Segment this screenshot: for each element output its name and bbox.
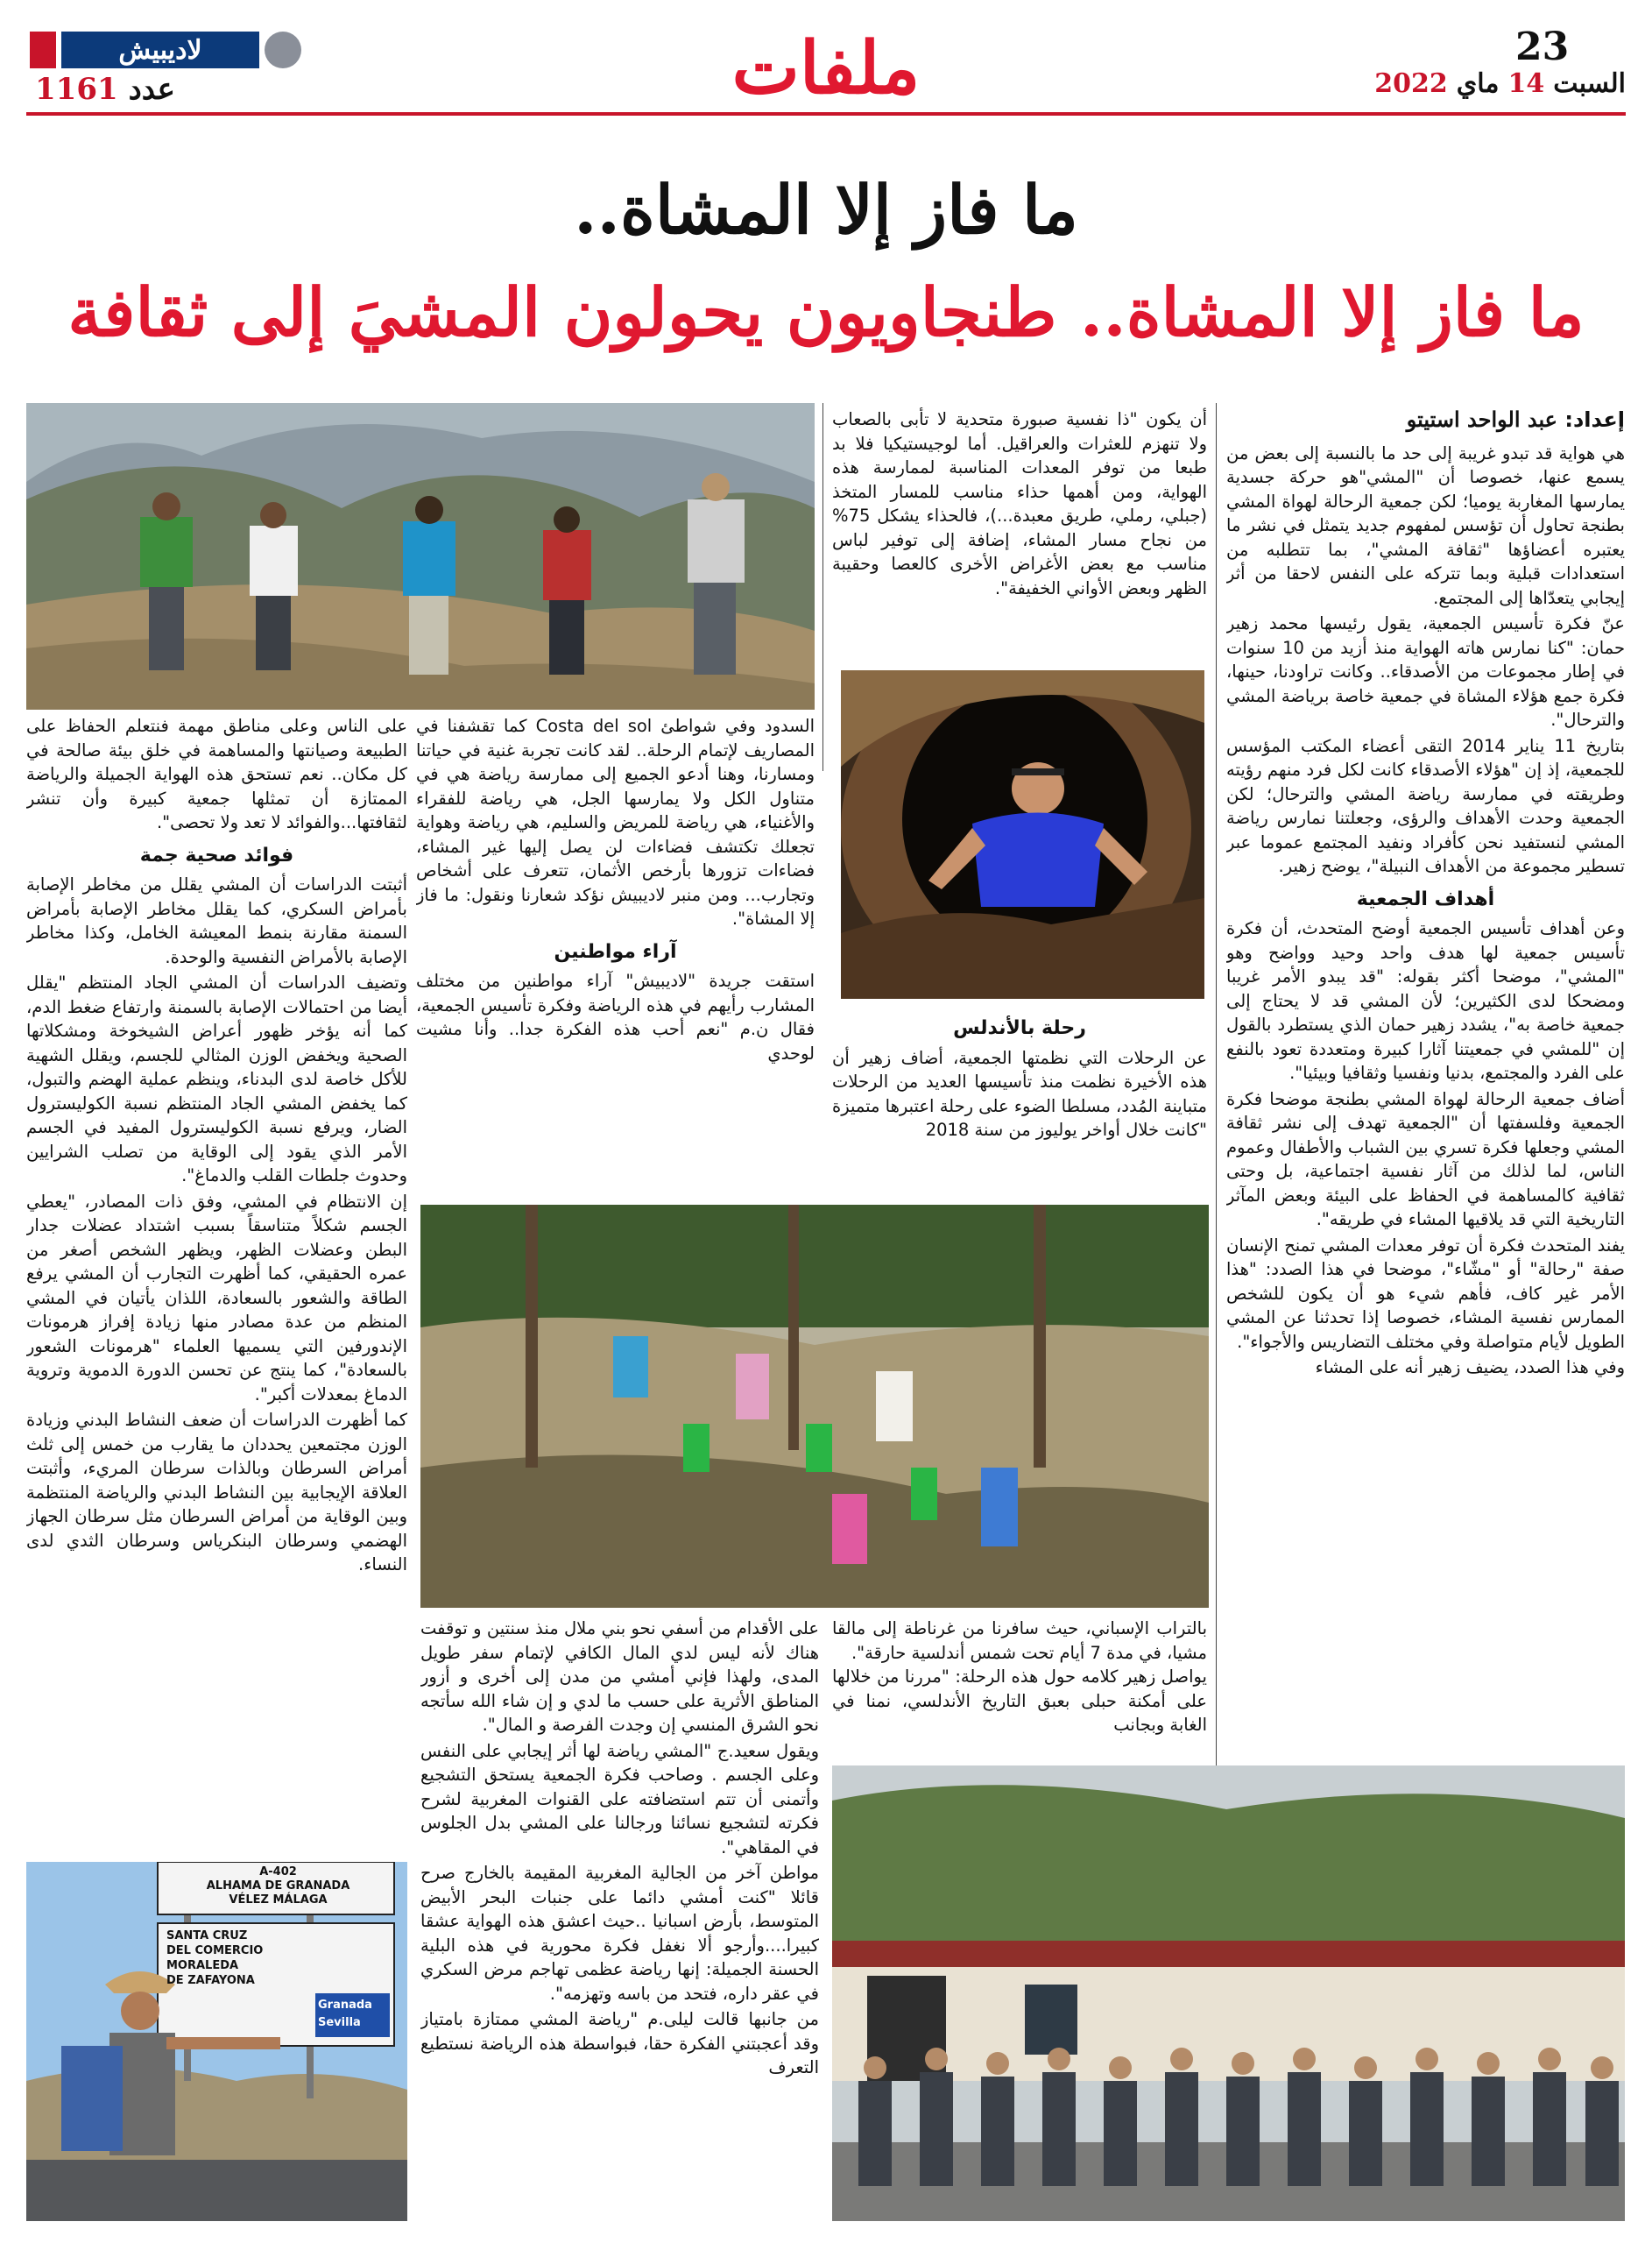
date-month: ماي bbox=[1456, 68, 1500, 99]
cave-photo bbox=[841, 670, 1204, 999]
issue-number-box bbox=[35, 72, 175, 107]
paragraph: هي هواية قد تبدو غريبة إلى حد ما بالنسبة إلى بعض من يسمع عنها، خصوصا أن "المشي"هو حركة جسدية يمارسها المغاربة يوميا؛ لكن جمعية الرحالة لهواة المشي بطنجة تحاول أن تؤسس لمفهوم جديد يتمثل في نشر ما يعتبره أعضاؤها "ثقافة المشي"، بما تتطلبه من استعدادات قبلية وبما تتركه على النفس لاحقا من أثر إيجابي يتعدّاها إلى المجتمع. bbox=[1226, 442, 1625, 608]
issue-label: عدد bbox=[128, 72, 175, 107]
newspaper-name: لاديبيش bbox=[61, 32, 259, 68]
paragraph: استقت جريدة "لاديبيش" آراء مواطنين من مختلف المشارب رأيهم في هذه الرياضة وفكرة تأسيس الجمعية، فقال ن.م "نعم أحب هذه الفكرة جدا.. وأنا مشيت لوحدي bbox=[416, 971, 815, 1064]
paragraph: على الأقدام من أسفي نحو بني ملال منذ سنتين و توقفت هناك لأنه ليس لدي المال الكافي لإتمام سفر طويل المدى، ولهذا فإني أمشي من مدن إلى أخرى و أزور المناطق الأثرية على حسب ما لدي و إن شاء الله سأتجه نحو الشرق المنسي إن وجدت الفرصة و المال". bbox=[420, 1618, 819, 1735]
article-column-4 bbox=[26, 714, 407, 1844]
article-column-1 bbox=[1226, 407, 1625, 1949]
byline bbox=[1226, 407, 1625, 433]
emblem-icon bbox=[265, 32, 301, 68]
column-rule bbox=[822, 403, 823, 771]
date-weekday: السبت bbox=[1553, 68, 1626, 99]
paragraph: بالتراب الإسباني، حيث سافرنا من غرناطة إلى مالقا مشيا، في مدة 7 أيام تحت شمس أندلسية حارقة". يواصل زهير كلامه حول هذه الرحلة: "مررنا من خلالها على أمكنة حبلى بعبق التاريخ الأندلسي، نمنا في الغابة وبجانب bbox=[832, 1618, 1207, 1735]
road-sign-top bbox=[166, 1865, 390, 1907]
paragraph: إن الانتظام في المشي، وفق ذات المصادر، "يعطي الجسم شكلاً متناسقاً بسبب اشتداد عضلات جدار البطن وعضلات الظهر، ويظهر الشخص أصغر من عمره الحقيقي، كما أظهرت التجارب أن المشي يرفع الطاقة والشعور بالسعادة، اللذان يأتيان في المشي المنظم من عدة مصادر منها زيادة إفراز هرمونات الإندورفين التي يسميها العلماء "هرمونات الشعور بالسعادة"، كما ينتج عن تحسن الدورة الدموية وتروية الدماغ بمعدلات أكبر". bbox=[26, 1191, 407, 1405]
sign-city: Granada bbox=[318, 1999, 372, 2012]
subheading: آراء مواطنين bbox=[554, 940, 677, 963]
section-title: ملفات bbox=[731, 26, 921, 110]
header-divider bbox=[26, 112, 1626, 116]
forest-cleanup-photo bbox=[420, 1205, 1209, 1608]
paragraph: وعن أهداف تأسيس الجمعية أوضح المتحدث، أن فكرة تأسيس جمعية لها هدف واحد وحيد وواضح وهو "المشي"، موضحا أكثر بقوله: "قد يبدو الأمر غريبا ومضحكا لدى الكثيرين؛ لأن المشي قد لا يحتاج إلى جمعية خاصة به"، يشدد زهير حمان الذي يستطرد بالقول إن "للمشي في جمعيتنا آثارا كبيرة ومتعددة تعود بالنفع على الفرد والمجتمع، بدنيا ونفسيا وثقافيا وبيئيا". bbox=[1226, 918, 1625, 1083]
logo-red-mark bbox=[30, 32, 56, 68]
article-column-3 bbox=[416, 714, 815, 1196]
paragraph: وتضيف الدراسات أن المشي الجاد المنتظم "يقلل أيضا من احتمالات الإصابة بالسمنة وارتفاع ضغط الدم، كما أنه يؤخر ظهور أعراض الشيخوخة ومشكلاتها الصحية ويخفض الوزن المثالي للجسم، ويقلل الشهية للأكل خاصة لدى البدناء، وينظم عملية الهضم والتبول، كما يخفض المشي الجاد المنتظم نسبة الكوليسترول الضار، ويرفع نسبة الكوليسترول المفيد في الجسم الأمر الذي يقود إلى الوقاية من تصلب الشرايين وحدوث جلطات القلب والدماغ". bbox=[26, 973, 407, 1185]
article-column-2-mid bbox=[832, 1008, 1207, 1227]
paragraph: وفي هذا الصدد، يضيف زهير أنه على المشاء bbox=[1315, 1357, 1625, 1377]
paragraph: أن يكون "ذا نفسية صبورة متحدية لا تأبى بالصعاب ولا تنهزم للعثرات والعراقيل. أما لوجيستيكيا فلا بد طبعا من توفر المعدات المناسبة لممارسة هذه الهواية، ومن أهمها حذاء مناسب للمسار المتخذ (جبلي، رملي، طريق معبدة...)، فالحذاء يشكل 75% من نجاح مسار المشاء، إضافة إلى توفير لباس مناسب مع بعض الأغراض الأخرى كالعصا وحقيبة الظهر وبعض الأواني الخفيفة". bbox=[832, 409, 1207, 598]
sign-destination: SANTA CRUZ bbox=[166, 1929, 248, 1942]
paragraph: عنّ فكرة تأسيس الجمعية، يقول رئيسها محمد زهير حمان: "كنا نمارس هاته الهواية منذ أزيد من 10 سنوات في إطار مجموعات من الأصدقاء.. وكانت تراودنا، حينها، فكرة جمع هؤلاء المشاة في جمعية خاصة برياضة المشي والترحال". bbox=[1226, 613, 1625, 730]
paragraph: يفند المتحدث فكرة أن توفر معدات المشي تمنح الإنسان صفة "رحالة" أو "مشّاء"، موضحا في هذا الصدد: "هذا الأمر غير كاف، فأهم شيء هو أن يكون للشخص الممارس نفسية المشاء، خصوصا إذا تحدثنا عن المشي الطويل لأيام متواصلة وفي مختلف التضاريس والأجواء". bbox=[1226, 1235, 1625, 1352]
sign-destination: MORALEDA bbox=[166, 1959, 239, 1972]
newspaper-logo bbox=[30, 30, 301, 70]
sign-city: Sevilla bbox=[318, 2016, 361, 2029]
subheading: أهداف الجمعية bbox=[1356, 888, 1495, 910]
article-column-2-top bbox=[832, 407, 1207, 662]
date-year: 2022 bbox=[1374, 68, 1448, 99]
paragraph: بتاريخ 11 يناير 2014 التقى أعضاء المكتب المؤسس للجمعية، إذ إن "هؤلاء الأصدقاء كانت لكل فرد منهم رؤيته وطريقته في ممارسة رياضة المشي والترحال؛ لكن الجمعية وحدت الأهداف والرؤى، وجعلتنا نمارس رياضة المشي لنستفيد نحن كأفراد ونفيد المجتمع عموما عبر تسطير مجموعة من الأهداف النبيلة"، يوضح زهير. bbox=[1226, 735, 1625, 876]
headline-title: ما فاز إلا المشاة.. طنجاويون يحولون المشيَ إلى ثقافة bbox=[67, 273, 1585, 351]
sign-destination: DE ZAFAYONA bbox=[166, 1974, 255, 1987]
article-column-3-lower bbox=[420, 1617, 819, 2221]
page-number: 23 bbox=[1515, 25, 1570, 69]
byline-label: إعداد: bbox=[1564, 407, 1625, 432]
issue-number: 1161 bbox=[35, 72, 118, 107]
subheading: فوائد صحية جمة bbox=[139, 844, 294, 867]
paragraph: أثبتت الدراسات أن المشي يقلل من مخاطر الإصابة بأمراض السكري، كما يقلل مخاطر الإصابة بأمراض السمنة مقارنة بنمط المعيشة الخامل، وكذا مخاطر الإصابة بالأمراض النفسية والوحدة. bbox=[26, 874, 407, 967]
paragraph: كما أظهرت الدراسات أن ضعف النشاط البدني وزيادة الوزن مجتمعين يحددان ما يقارب من خمس إلى ثلث أمراض السرطان وبالذات سرطان المريء، وأثبتت العلاقة الإيجابية بين النشاط البدني والرياضة المنتظمة وبين الوقاية من أمراض السرطان مثل سرطان الجهاز الهضمي وسرطان البنكرياس وسرطان الثدي لدى النساء. bbox=[26, 1410, 407, 1574]
hiker-road-sign-photo bbox=[26, 1862, 407, 2221]
sign-destination: ALHAMA DE GRANADA bbox=[206, 1879, 350, 1893]
sign-destination: VÉLEZ MÁLAGA bbox=[229, 1893, 328, 1907]
paragraph: عن الرحلات التي نظمتها الجمعية، أضاف زهير أن هذه الأخيرة نظمت منذ تأسيسها العديد من الرحلات متباينة المُدد، مسلطا الضوء على رحلة اعتبرها متميزة "كانت خلال أواخر يوليوز من سنة 2018 bbox=[832, 1047, 1207, 1140]
headline-kicker: ما فاز إلا المشاة.. bbox=[574, 171, 1078, 249]
road-sign-blue bbox=[318, 1997, 388, 2032]
article-column-2-lower bbox=[832, 1617, 1207, 1752]
paragraph: مواطن آخر من الجالية المغربية المقيمة بالخارج صرح قائلا "كنت أمشي دائما على جنبات البحر الأبيض المتوسط، بأرض اسبانيا ..حيث اعشق هذه الهواية عشقا كبيرا....وأرجو ألا نغفل فكرة محورية في هذه البلية الحسنة الجميلة: إنها رياضة عظمى تهاجم مرض السكري في عقر داره، فتحد من باسه وتهزمه". bbox=[420, 1863, 819, 2004]
sign-destination: DEL COMERCIO bbox=[166, 1944, 264, 1957]
paragraph: أضاف جمعية الرحالة لهواة المشي بطنجة موضحا فكرة الجمعية وفلسفتها أن "الجمعية تهدف إلى نشر ثقافة المشي وجعلها فكرة تسري بين الشباب والأطفال وعموم الناس، لما لذلك من آثار نفسية اجتماعية، بل وحتى ثقافية كالمساهمة في الحفاظ على البيئة وبعض المآثر التاريخية التي قد يلاقيها المشاء في طريقه". bbox=[1226, 1088, 1625, 1229]
subheading: رحلة بالأندلس bbox=[953, 1017, 1086, 1039]
road-sign-bottom bbox=[166, 1928, 315, 1988]
group-photo bbox=[832, 1765, 1625, 2221]
date-day: 14 bbox=[1507, 68, 1545, 99]
paragraph: على الناس وعلى مناطق مهمة فنتعلم الحفاظ على الطبيعة وصيانتها والمساهمة في خلق بيئة صالحة في كل مكان.. نعم تستحق هذه الهواية الجميلة والرياضة الممتازة أن تمثلها جمعية كبيرة وأن تنشر لثقافتها...والفوائد لا تعد ولا تحصى". bbox=[26, 716, 407, 832]
paragraph: ويقول سعيد.ج "المشي رياضة لها أثر إيجابي على النفس وعلى الجسم . وصاحب فكرة الجمعية يستحق التشجيع وأتمنى أن تتم استضافته على القنوات المغربية لشرح فكرته لتشجيع نسائنا ورجالنا على المشي بدل الجلوس في المقاهي". bbox=[420, 1740, 819, 1857]
sign-road-number: A-402 bbox=[259, 1865, 297, 1879]
paragraph: من جانبها قالت ليلى.م "رياضة المشي ممتازة بامتياز وقد أعجبتني الفكرة حقا، فبواسطة هذه الرياضة نستطيع التعرف bbox=[420, 2009, 819, 2077]
hikers-mountain-photo bbox=[26, 403, 815, 710]
paragraph: السدود وفي شواطئ Costa del sol كما تقشفنا في المصاريف لإتمام الرحلة.. لقد كانت تجربة غنية في حياتنا ومسارنا، وهنا أدعو الجميع إلى ممارسة رياضة هي في متناول الكل ولا يمارسها الجل، هي رياضة للفقراء والأغنياء، هي رياضة للمريض والسليم، هي رياضة وهواية تجعلك تكتشف فضاءات لن يصل إليها غير المشاء، فضاءات تزورها بأرخص الأثمان، تتعرف على أشخاص وتجارب... ومن منبر لاديبيش نؤكد شعارنا ونقول: ما فاز إلا المشاة". bbox=[416, 716, 815, 929]
byline-author: عبد الواحد استيتو bbox=[1406, 407, 1558, 432]
